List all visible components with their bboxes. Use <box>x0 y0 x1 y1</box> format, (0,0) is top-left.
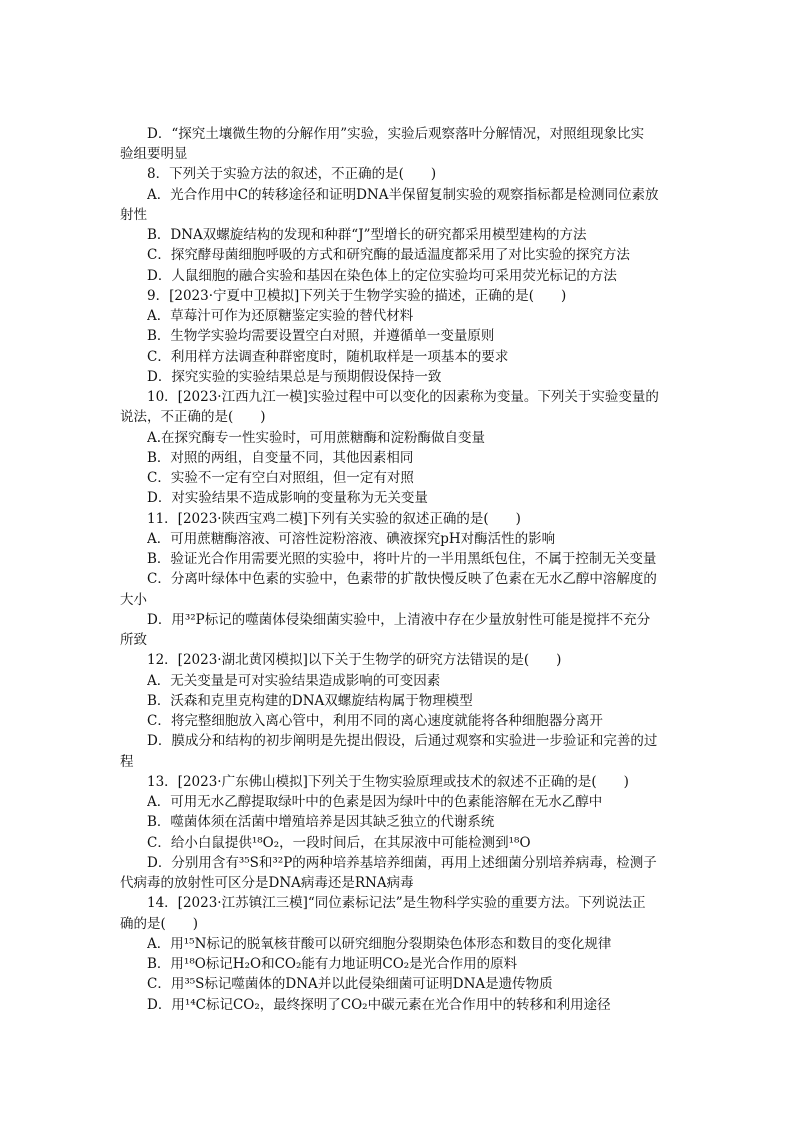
q14-stem-line-1: 14．[2023·江苏镇江三模]“同位素标记法”是生物科学实验的重要方法。下列说法正 <box>147 895 646 911</box>
q12-option-d-line-2: 程 <box>120 754 134 770</box>
q13-option-a: A．可用无水乙醇提取绿叶中的色素是因为绿叶中的色素能溶解在无水乙醇中 <box>147 794 603 810</box>
q9-option-a: A．草莓汁可作为还原糖鉴定实验的替代材料 <box>147 308 414 324</box>
q14-option-a: A．用¹⁵N标记的脱氧核苷酸可以研究细胞分裂期染色体形态和数目的变化规律 <box>147 936 612 952</box>
q8-option-b: B．DNA双螺旋结构的发现和种群“J”型增长的研究都采用模型建构的方法 <box>147 227 587 243</box>
q9-option-b: B．生物学实验均需要设置空白对照，并遵循单一变量原则 <box>147 328 495 344</box>
q10-stem-line-2: 说法，不正确的是( ) <box>120 409 266 425</box>
q10-option-d: D．对实验结果不造成影响的变量称为无关变量 <box>147 490 428 506</box>
q11-option-d-line-1: D．用³²P标记的噬菌体侵染细菌实验中，上清液中存在少量放射性可能是搅拌不充分 <box>147 612 651 628</box>
q7-option-d-line-1: D．“探究土壤微生物的分解作用”实验，实验后观察落叶分解情况，对照组现象比实 <box>147 126 645 142</box>
q10-option-b: B．对照的两组，自变量不同，其他因素相同 <box>147 450 414 466</box>
q10-option-a: A.在探究酶专一性实验时，可用蔗糖酶和淀粉酶做自变量 <box>147 430 486 446</box>
q13-option-b: B．噬菌体须在活菌中增殖培养是因其缺乏独立的代谢系统 <box>147 814 495 830</box>
q8-option-a-line-2: 射性 <box>120 207 147 223</box>
q9-stem: 9．[2023·宁夏中卫模拟]下列关于生物学实验的描述，正确的是( ) <box>147 288 567 304</box>
q8-stem: 8．下列关于实验方法的叙述，不正确的是( ) <box>147 166 437 182</box>
q14-option-b: B．用¹⁸O标记H₂O和CO₂能有力地证明CO₂是光合作用的原料 <box>147 956 518 972</box>
q9-option-c: C．利用样方法调查种群密度时，随机取样是一项基本的要求 <box>147 349 509 365</box>
q11-option-d-line-2: 所致 <box>120 632 147 648</box>
q14-option-c: C．用³⁵S标记噬菌体的DNA并以此侵染细菌可证明DNA是遗传物质 <box>147 976 553 992</box>
q11-option-a: A．可用蔗糖酶溶液、可溶性淀粉溶液、碘液探究pH对酶活性的影响 <box>147 531 556 547</box>
q13-option-d-line-1: D．分别用含有³⁵S和³²P的两种培养基培养细菌，再用上述细菌分别培养病毒，检测子 <box>147 855 657 871</box>
q11-option-b: B．验证光合作用需要光照的实验中，将叶片的一半用黑纸包住，不属于控制无关变量 <box>147 551 657 567</box>
q12-option-d-line-1: D．膜成分和结构的初步阐明是先提出假设，后通过观察和实验进一步验证和完善的过 <box>147 733 658 749</box>
q10-stem-line-1: 10．[2023·江西九江一模]实验过程中可以变化的因素称为变量。下列关于实验变量的 <box>147 389 659 405</box>
q12-option-b: B．沃森和克里克构建的DNA双螺旋结构属于物理模型 <box>147 693 473 709</box>
q7-option-d-line-2: 验组要明显 <box>120 146 188 162</box>
q14-option-d: D．用¹⁴C标记CO₂，最终探明了CO₂中碳元素在光合作用中的转移和利用途径 <box>147 997 611 1013</box>
q12-option-c: C．将完整细胞放入离心管中，利用不同的离心速度就能将各种细胞器分离开 <box>147 713 603 729</box>
q9-option-d: D．探究实验的实验结果总是与预期假设保持一致 <box>147 369 442 385</box>
q12-option-a: A．无关变量是可对实验结果造成影响的可变因素 <box>147 673 441 689</box>
q13-option-d-line-2: 代病毒的放射性可区分是DNA病毒还是RNA病毒 <box>120 875 414 891</box>
q11-stem: 11．[2023·陕西宝鸡二模]下列有关实验的叙述正确的是( ) <box>147 511 521 527</box>
q8-option-d: D．人鼠细胞的融合实验和基因在染色体上的定位实验均可采用荧光标记的方法 <box>147 268 617 284</box>
q8-option-a-line-1: A．光合作用中C的转移途径和证明DNA半保留复制实验的观察指标都是检测同位素放 <box>147 187 659 203</box>
q11-option-c-line-1: C．分离叶绿体中色素的实验中，色素带的扩散快慢反映了色素在无水乙醇中溶解度的 <box>147 571 657 587</box>
q8-option-c: C．探究酵母菌细胞呼吸的方式和研究酶的最适温度都采用了对比实验的探究方法 <box>147 247 630 263</box>
q14-stem-line-2: 确的是( ) <box>120 916 199 932</box>
q11-option-c-line-2: 大小 <box>120 592 147 608</box>
q13-option-c: C．给小白鼠提供¹⁸O₂，一段时间后，在其尿液中可能检测到¹⁸O <box>147 835 531 851</box>
q13-stem: 13．[2023·广东佛山模拟]下列关于生物实验原理或技术的叙述不正确的是( ) <box>147 774 629 790</box>
q12-stem: 12．[2023·湖北黄冈模拟]以下关于生物学的研究方法错误的是( ) <box>147 652 562 668</box>
q10-option-c: C．实验不一定有空白对照组，但一定有对照 <box>147 470 414 486</box>
